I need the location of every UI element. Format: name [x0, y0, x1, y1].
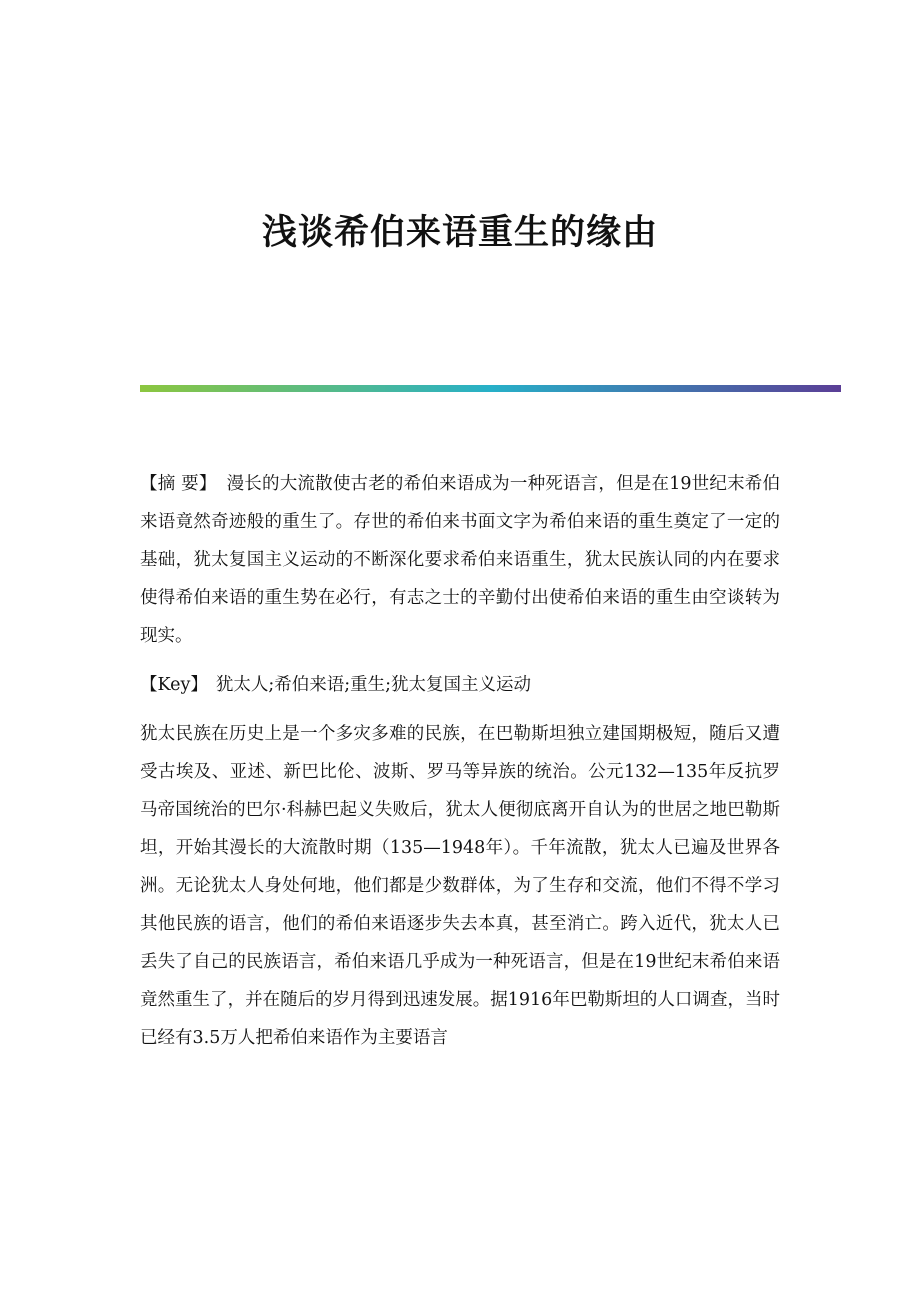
gradient-divider: [140, 385, 841, 392]
keywords-label: 【Key】: [140, 675, 208, 695]
abstract-text: 漫长的大流散使古老的希伯来语成为一种死语言，但是在19世纪末希伯来语竟然奇迹般的重生了。存世的希伯来书面文字为希伯来语的重生奠定了一定的基础，犹太复国主义运动的不断深化要求希伯来语重生，犹太民族认同的内在要求使得希伯来语的重生势在必行，有志之士的辛勤付出使希伯来语的重生由空谈转为现实。: [140, 474, 780, 646]
body-paragraph: 犹太民族在历史上是一个多灾多难的民族，在巴勒斯坦独立建国期极短，随后又遭受古埃及、亚述、新巴比伦、波斯、罗马等异族的统治。公元132—135年反抗罗马帝国统治的巴尔·科赫巴起义失败后，犹太人便彻底离开自认为的世居之地巴勒斯坦，开始其漫长的大流散时期（135—1948年）。千年流散，犹太人已遍及世界各洲。无论犹太人身处何地，他们都是少数群体，为了生存和交流，他们不得不学习其他民族的语言，他们的希伯来语逐步失去本真，甚至消亡。跨入近代，犹太人已丢失了自己的民族语言，希伯来语几乎成为一种死语言，但是在19世纪末希伯来语竟然重生了，并在随后的岁月得到迅速发展。据1916年巴勒斯坦的人口调查，当时已经有3.5万人把希伯来语作为主要语言: [140, 724, 780, 1048]
abstract-label: 【摘 要】: [140, 474, 217, 494]
keywords-paragraph: [140, 666, 780, 704]
keywords-text: 犹太人;希伯来语;重生;犹太复国主义运动: [215, 675, 532, 695]
document-title: 浅谈希伯来语重生的缘由: [261, 212, 658, 253]
abstract-paragraph: [140, 465, 780, 655]
document-body: [140, 465, 780, 1068]
